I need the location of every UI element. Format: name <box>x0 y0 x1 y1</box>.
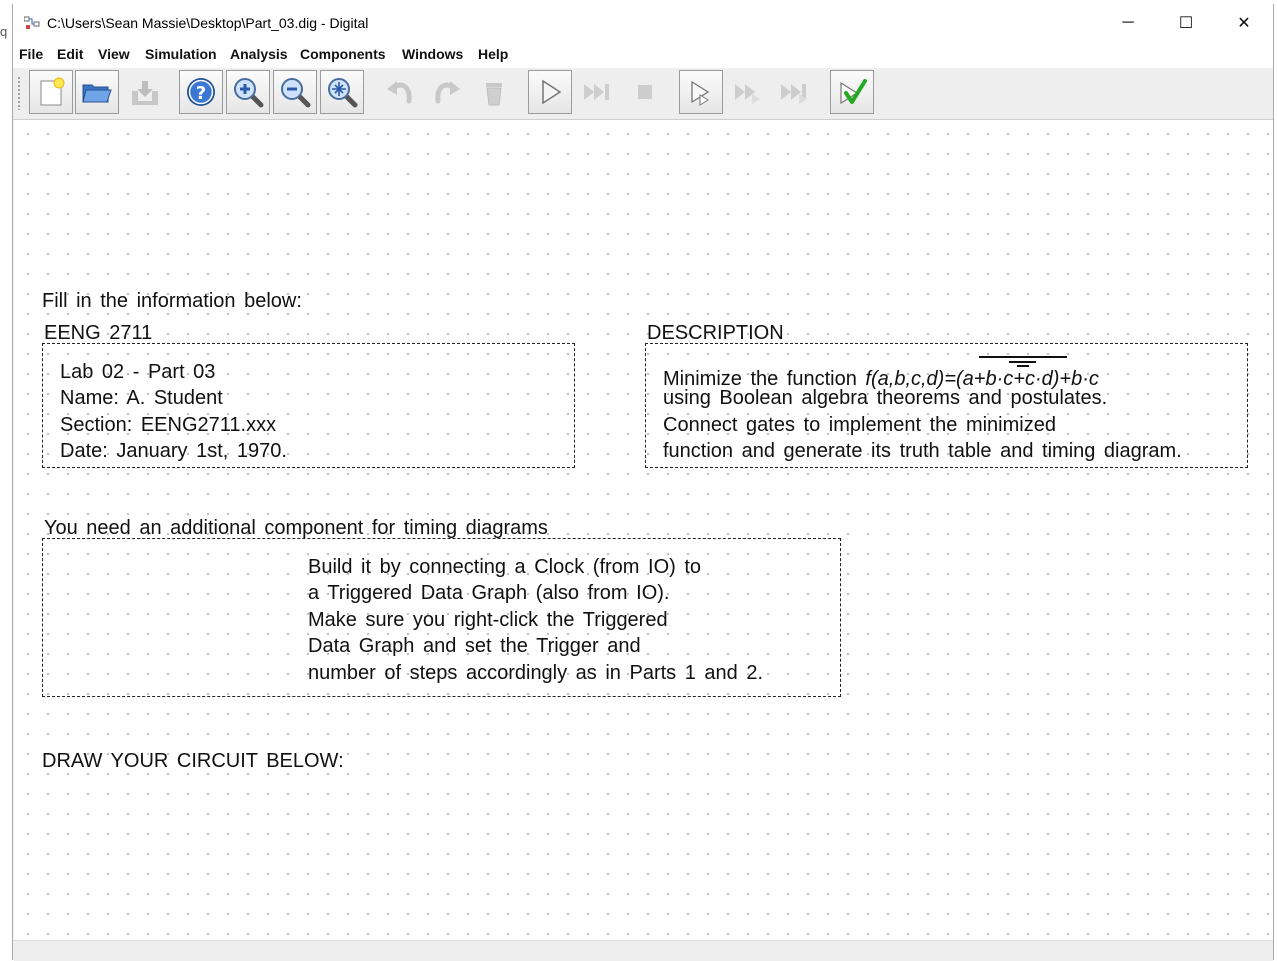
undo-icon <box>383 75 417 109</box>
menu-bar <box>13 42 1273 68</box>
menu-components[interactable]: Components <box>300 46 386 62</box>
new-file-button[interactable] <box>29 70 73 114</box>
micro-step-button[interactable] <box>727 70 771 114</box>
toolbar <box>13 68 1273 120</box>
stop-icon <box>628 75 662 109</box>
step-icon <box>684 75 718 109</box>
info-line-date: Date: January 1st, 1970. <box>60 440 287 462</box>
boolean-function: f(a,b,c,d)=(a+b·c+c·d)+b·c <box>865 368 1099 390</box>
check-icon <box>835 75 869 109</box>
zoom-fit-icon <box>325 75 359 109</box>
open-folder-icon <box>80 75 114 109</box>
info-line-name: Name: A. Student <box>60 387 223 409</box>
maximize-button[interactable] <box>1163 4 1209 42</box>
redo-button[interactable] <box>425 70 469 114</box>
menu-analysis[interactable]: Analysis <box>230 46 288 62</box>
draw-circuit-label: DRAW YOUR CIRCUIT BELOW: <box>42 750 344 772</box>
help-icon <box>184 75 218 109</box>
window-title: C:\Users\Sean Massie\Desktop\Part_03.dig - Digital <box>47 15 369 31</box>
timing-line-5: number of steps accordingly as in Parts 1 and 2. <box>308 662 764 684</box>
menu-view[interactable]: View <box>98 46 130 62</box>
zoom-out-button[interactable] <box>273 70 317 114</box>
description-line-4: function and generate its truth table and timing diagram. <box>663 440 1182 462</box>
menu-edit[interactable]: Edit <box>57 46 84 62</box>
menu-simulation[interactable]: Simulation <box>145 46 217 62</box>
maximize-icon: ☐ <box>1178 15 1194 32</box>
menu-help[interactable]: Help <box>478 46 509 62</box>
fast-forward-icon <box>581 75 615 109</box>
menu-file[interactable]: File <box>19 46 44 62</box>
new-file-icon <box>34 75 68 109</box>
description-label: DESCRIPTION <box>647 322 784 344</box>
menu-windows[interactable]: Windows <box>402 46 464 62</box>
svg-text:?: ? <box>195 83 207 104</box>
overbar-long <box>979 356 1067 358</box>
open-folder-button[interactable] <box>75 70 119 114</box>
close-icon: ✕ <box>1237 15 1251 32</box>
timing-label: You need an additional component for timing diagrams <box>44 517 548 539</box>
description-line-3: Connect gates to implement the minimized <box>663 414 1056 436</box>
single-step-button[interactable] <box>679 70 723 114</box>
undo-button[interactable] <box>378 70 422 114</box>
minimize-button[interactable] <box>1105 4 1151 42</box>
fill-in-label: Fill in the information below: <box>42 290 302 312</box>
eeng-label: EENG 2711 <box>44 322 153 344</box>
zoom-in-icon <box>231 75 265 109</box>
minimize-icon: ─ <box>1122 14 1134 31</box>
timing-line-1: Build it by connecting a Clock (from IO) to <box>308 556 702 578</box>
circuit-canvas[interactable] <box>14 120 1273 940</box>
overbar-mid <box>1009 361 1036 363</box>
zoom-in-button[interactable] <box>226 70 270 114</box>
info-line-lab: Lab 02 - Part 03 <box>60 361 216 383</box>
timing-line-3: Make sure you right-click the Triggered <box>308 609 668 631</box>
info-line-section: Section: EENG2711.xxx <box>60 414 277 436</box>
timing-line-4: Data Graph and set the Trigger and <box>308 635 641 657</box>
trash-icon <box>477 75 511 109</box>
play-icon <box>533 75 567 109</box>
timing-line-2: a Triggered Data Graph (also from IO). <box>308 582 670 604</box>
stop-simulation-button[interactable] <box>623 70 667 114</box>
start-simulation-button[interactable] <box>528 70 572 114</box>
save-icon <box>128 75 162 109</box>
description-line-2: using Boolean algebra theorems and postulates. <box>663 387 1108 409</box>
delete-button[interactable] <box>472 70 516 114</box>
app-window <box>12 4 1274 960</box>
title-bar <box>13 4 1273 42</box>
run-to-break-button[interactable] <box>576 70 620 114</box>
zoom-fit-button[interactable] <box>320 70 364 114</box>
redo-icon <box>430 75 464 109</box>
run-end-icon <box>779 75 813 109</box>
toolbar-grip[interactable] <box>17 76 21 110</box>
close-button[interactable] <box>1221 4 1267 42</box>
run-to-end-button[interactable] <box>774 70 818 114</box>
status-bar <box>14 940 1273 961</box>
run-tests-button[interactable] <box>830 70 874 114</box>
app-icon <box>24 16 40 30</box>
minimize-prefix: Minimize the function <box>663 368 866 390</box>
background-window-fragment: q <box>0 24 8 39</box>
zoom-out-icon <box>278 75 312 109</box>
help-button[interactable] <box>179 70 223 114</box>
micro-step-icon <box>732 75 766 109</box>
save-button[interactable] <box>123 70 167 114</box>
